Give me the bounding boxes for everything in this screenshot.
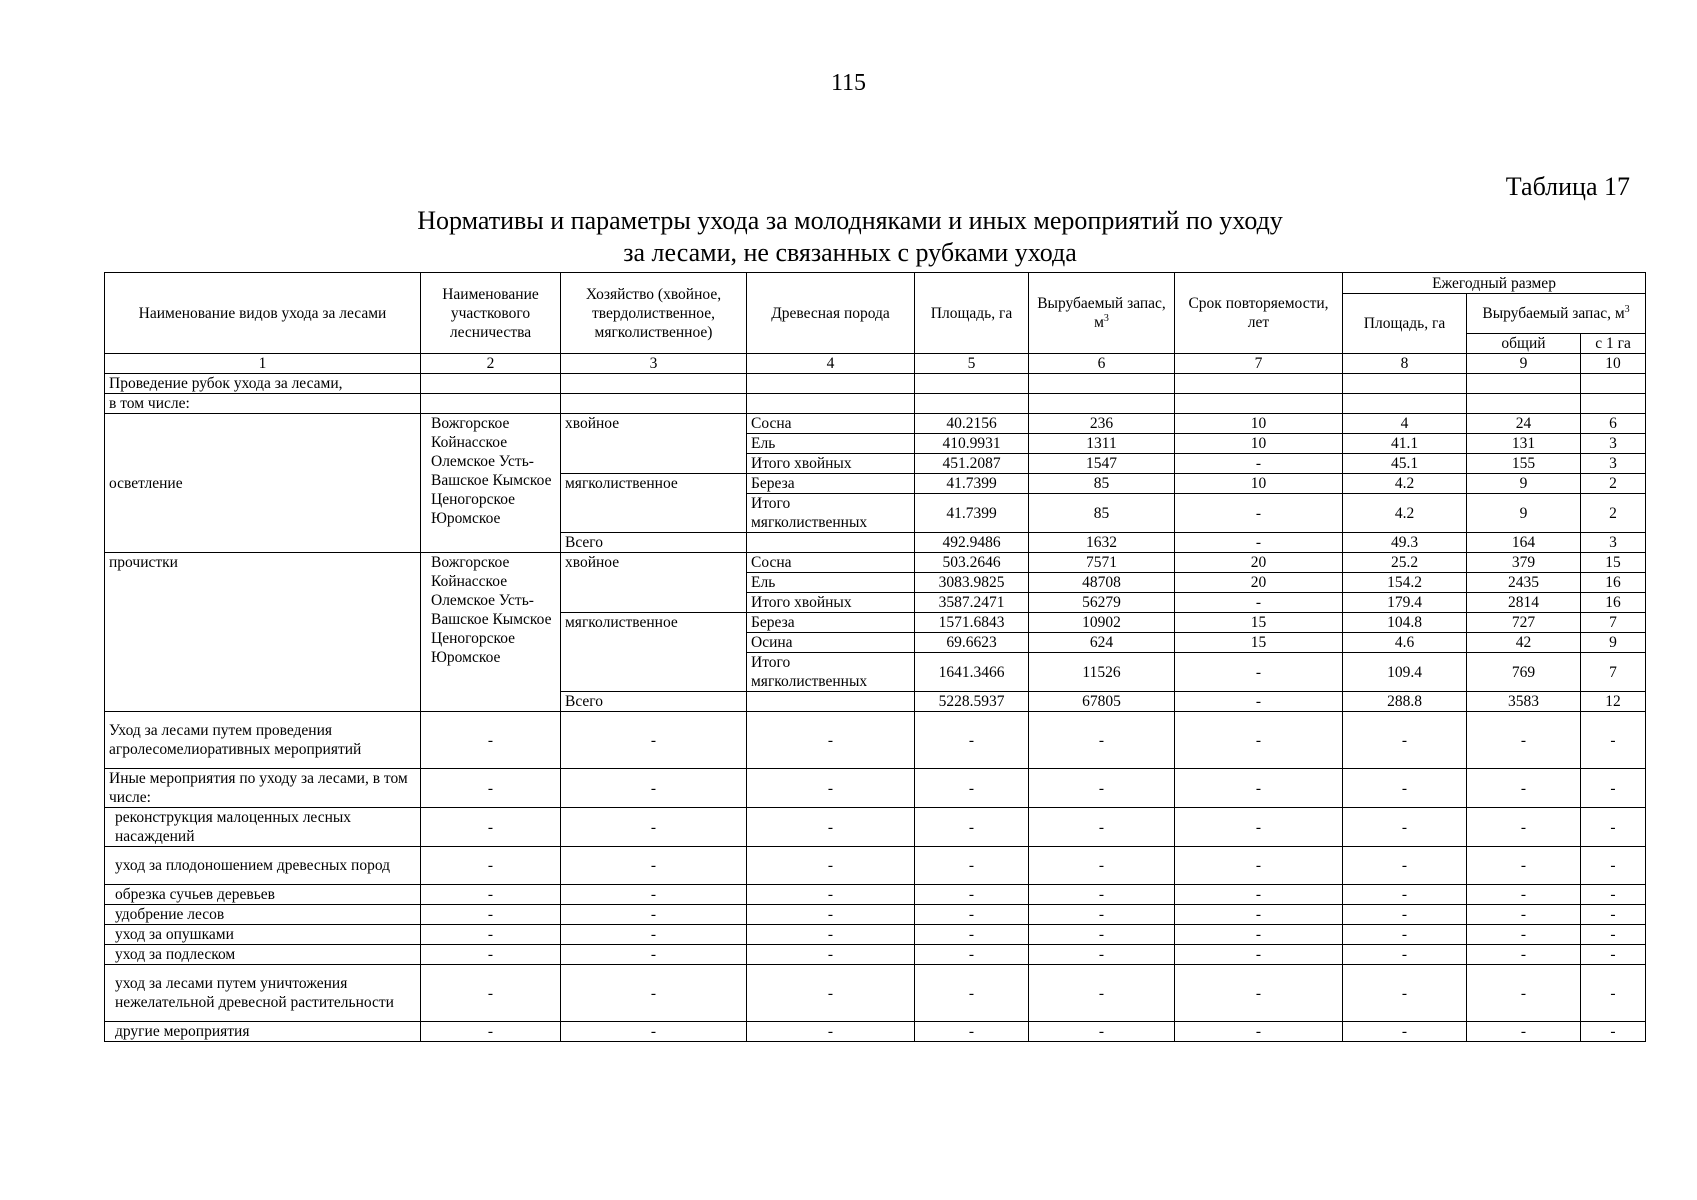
dash-cell: -	[915, 808, 1029, 847]
dash-cell: -	[421, 769, 561, 808]
dash-cell: -	[915, 925, 1029, 945]
annual-area-cell: 288.8	[1343, 692, 1467, 712]
col-number: 10	[1581, 354, 1646, 374]
dash-cell: -	[1581, 1022, 1646, 1042]
species-cell: Итого хвойных	[747, 593, 915, 613]
annual-per-ha-cell: 16	[1581, 573, 1646, 593]
annual-per-ha-cell: 3	[1581, 434, 1646, 454]
annual-area-cell: 25.2	[1343, 553, 1467, 573]
header-col6	[1029, 273, 1175, 354]
dash-cell: -	[1581, 945, 1646, 965]
period-cell: 15	[1175, 633, 1343, 653]
farm-type: мягколиственное	[561, 613, 747, 692]
other-activity-row	[105, 712, 1646, 769]
area-cell: 492.9486	[915, 533, 1029, 553]
dash-cell: -	[1029, 1022, 1175, 1042]
dash-cell: -	[1581, 769, 1646, 808]
annual-total-cell: 24	[1467, 414, 1581, 434]
dash-cell: -	[1581, 712, 1646, 769]
dash-cell: -	[421, 965, 561, 1022]
period-cell: 10	[1175, 434, 1343, 454]
activity-name: Уход за лесами путем проведения агролесомелиоративных мероприятий	[105, 712, 421, 769]
annual-total-cell: 131	[1467, 434, 1581, 454]
period-cell: -	[1175, 494, 1343, 533]
annual-total-cell: 727	[1467, 613, 1581, 633]
annual-per-ha-cell: 16	[1581, 593, 1646, 613]
section-title-line2: в том числе:	[105, 394, 421, 414]
total-label: Всего	[561, 692, 747, 712]
header-col6-sup: 3	[1103, 312, 1109, 324]
dash-cell: -	[421, 808, 561, 847]
header-annual: Ежегодный размер	[1343, 273, 1646, 294]
dash-cell: -	[1029, 905, 1175, 925]
area-cell: 3083.9825	[915, 573, 1029, 593]
forestry-list: Вожгорское Койнасское Олемское Усть-Вашское Кымское Ценогорское Юромское	[421, 553, 561, 712]
dash-cell: -	[747, 712, 915, 769]
annual-area-cell: 154.2	[1343, 573, 1467, 593]
col-number: 6	[1029, 354, 1175, 374]
dash-cell: -	[1581, 885, 1646, 905]
dash-cell: -	[1343, 925, 1467, 945]
dash-cell: -	[561, 905, 747, 925]
annual-area-cell: 4.2	[1343, 494, 1467, 533]
annual-per-ha-cell: 2	[1581, 494, 1646, 533]
area-cell: 451.2087	[915, 454, 1029, 474]
annual-per-ha-cell: 15	[1581, 553, 1646, 573]
dash-cell: -	[1175, 712, 1343, 769]
dash-cell: -	[1175, 945, 1343, 965]
page-number: 115	[830, 70, 867, 96]
other-activity-row	[105, 925, 1646, 945]
farm-type: мягколиственное	[561, 474, 747, 533]
stock-cell: 67805	[1029, 692, 1175, 712]
other-activity-row	[105, 769, 1646, 808]
annual-per-ha-cell: 6	[1581, 414, 1646, 434]
stock-cell: 1547	[1029, 454, 1175, 474]
area-cell: 5228.5937	[915, 692, 1029, 712]
other-activity-row	[105, 885, 1646, 905]
col-number: 8	[1343, 354, 1467, 374]
stock-cell: 10902	[1029, 613, 1175, 633]
dash-cell: -	[747, 885, 915, 905]
dash-cell: -	[1467, 712, 1581, 769]
activity-name: реконструкция малоценных лесных насаждений	[105, 808, 421, 847]
header-col5: Площадь, га	[915, 273, 1029, 354]
dash-cell: -	[1343, 1022, 1467, 1042]
period-cell: -	[1175, 653, 1343, 692]
empty-species-cell	[747, 692, 915, 712]
dash-cell: -	[915, 885, 1029, 905]
header-vyrub-text: Вырубаемый запас, м	[1482, 305, 1625, 322]
dash-cell: -	[1343, 769, 1467, 808]
header-col6-text: Вырубаемый запас, м	[1037, 295, 1166, 331]
stock-cell: 11526	[1029, 653, 1175, 692]
dash-cell: -	[915, 945, 1029, 965]
stock-cell: 1311	[1029, 434, 1175, 454]
annual-per-ha-cell: 7	[1581, 653, 1646, 692]
dash-cell: -	[747, 945, 915, 965]
annual-total-cell: 155	[1467, 454, 1581, 474]
total-label: Всего	[561, 533, 747, 553]
dash-cell: -	[1175, 965, 1343, 1022]
dash-cell: -	[1175, 769, 1343, 808]
activity-name: Иные мероприятия по уходу за лесами, в том числе:	[105, 769, 421, 808]
dash-cell: -	[421, 847, 561, 885]
annual-per-ha-cell: 3	[1581, 533, 1646, 553]
dash-cell: -	[747, 905, 915, 925]
dash-cell: -	[1029, 945, 1175, 965]
other-activity-row	[105, 905, 1646, 925]
col-number: 7	[1175, 354, 1343, 374]
dash-cell: -	[1343, 885, 1467, 905]
col-number: 2	[421, 354, 561, 374]
activity-name: другие мероприятия	[105, 1022, 421, 1042]
dash-cell: -	[1581, 847, 1646, 885]
annual-total-cell: 3583	[1467, 692, 1581, 712]
header-col10: с 1 га	[1581, 334, 1646, 354]
dash-cell: -	[1029, 885, 1175, 905]
table-row	[105, 553, 1646, 573]
dash-cell: -	[915, 905, 1029, 925]
species-cell: Береза	[747, 613, 915, 633]
column-number-row	[105, 354, 1646, 374]
col-number: 1	[105, 354, 421, 374]
dash-cell: -	[1175, 847, 1343, 885]
dash-cell: -	[1467, 847, 1581, 885]
period-cell: 15	[1175, 613, 1343, 633]
dash-cell: -	[561, 925, 747, 945]
dash-cell: -	[1467, 808, 1581, 847]
table-label: Таблица 17	[1505, 172, 1630, 201]
period-cell: 10	[1175, 474, 1343, 494]
dash-cell: -	[561, 965, 747, 1022]
norms-table	[104, 272, 1646, 1042]
dash-cell: -	[1029, 847, 1175, 885]
dash-cell: -	[1343, 808, 1467, 847]
dash-cell: -	[915, 712, 1029, 769]
area-cell: 1641.3466	[915, 653, 1029, 692]
area-cell: 3587.2471	[915, 593, 1029, 613]
header-col9: общий	[1467, 334, 1581, 354]
farm-type: хвойное	[561, 553, 747, 613]
annual-total-cell: 2435	[1467, 573, 1581, 593]
dash-cell: -	[1029, 769, 1175, 808]
other-activity-row	[105, 965, 1646, 1022]
species-cell: Береза	[747, 474, 915, 494]
dash-cell: -	[561, 808, 747, 847]
dash-cell: -	[421, 925, 561, 945]
activity-name: уход за подлеском	[105, 945, 421, 965]
stock-cell: 85	[1029, 474, 1175, 494]
dash-cell: -	[915, 965, 1029, 1022]
activity-name: уход за лесами путем уничтожения нежелательной древесной растительности	[105, 965, 421, 1022]
annual-area-cell: 4	[1343, 414, 1467, 434]
dash-cell: -	[747, 847, 915, 885]
header-col1: Наименование видов ухода за лесами	[105, 273, 421, 354]
area-cell: 1571.6843	[915, 613, 1029, 633]
header-col3: Хозяйство (хвойное, твердолиственное, мягколиственное)	[561, 273, 747, 354]
forestry-list: Вожгорское Койнасское Олемское Усть-Вашское Кымское Ценогорское Юромское	[421, 414, 561, 553]
dash-cell: -	[561, 945, 747, 965]
header-col4: Древесная порода	[747, 273, 915, 354]
annual-per-ha-cell: 7	[1581, 613, 1646, 633]
dash-cell: -	[915, 769, 1029, 808]
area-cell: 41.7399	[915, 494, 1029, 533]
dash-cell: -	[561, 712, 747, 769]
dash-cell: -	[1581, 925, 1646, 945]
dash-cell: -	[1581, 808, 1646, 847]
period-cell: 20	[1175, 553, 1343, 573]
dash-cell: -	[1343, 965, 1467, 1022]
area-cell: 410.9931	[915, 434, 1029, 454]
header-col2: Наименование участкового лесничества	[421, 273, 561, 354]
stock-cell: 7571	[1029, 553, 1175, 573]
dash-cell: -	[1029, 925, 1175, 945]
annual-total-cell: 9	[1467, 494, 1581, 533]
activity-name: уход за плодоношением древесных пород	[105, 847, 421, 885]
activity-name: уход за опушками	[105, 925, 421, 945]
annual-total-cell: 42	[1467, 633, 1581, 653]
dash-cell: -	[1175, 808, 1343, 847]
annual-area-cell: 41.1	[1343, 434, 1467, 454]
dash-cell: -	[747, 965, 915, 1022]
period-cell: -	[1175, 533, 1343, 553]
table-title	[300, 205, 1400, 269]
annual-area-cell: 104.8	[1343, 613, 1467, 633]
annual-total-cell: 769	[1467, 653, 1581, 692]
species-cell: Итого мягколиственных	[747, 494, 915, 533]
species-cell: Осина	[747, 633, 915, 653]
period-cell: 10	[1175, 414, 1343, 434]
dash-cell: -	[1029, 712, 1175, 769]
area-cell: 41.7399	[915, 474, 1029, 494]
dash-cell: -	[1343, 712, 1467, 769]
activity-name: удобрение лесов	[105, 905, 421, 925]
care-type-name: осветление	[105, 414, 421, 553]
stock-cell: 56279	[1029, 593, 1175, 613]
title-line-2: за лесами, не связанных с рубками ухода	[623, 238, 1077, 267]
header-col7: Срок повторяемости, лет	[1175, 273, 1343, 354]
dash-cell: -	[1467, 965, 1581, 1022]
dash-cell: -	[1029, 965, 1175, 1022]
annual-area-cell: 109.4	[1343, 653, 1467, 692]
empty-species-cell	[747, 533, 915, 553]
period-cell: -	[1175, 692, 1343, 712]
annual-total-cell: 9	[1467, 474, 1581, 494]
dash-cell: -	[561, 1022, 747, 1042]
species-cell: Сосна	[747, 414, 915, 434]
species-cell: Ель	[747, 434, 915, 454]
annual-per-ha-cell: 9	[1581, 633, 1646, 653]
stock-cell: 85	[1029, 494, 1175, 533]
col-number: 5	[915, 354, 1029, 374]
dash-cell: -	[421, 712, 561, 769]
annual-per-ha-cell: 2	[1581, 474, 1646, 494]
annual-area-cell: 45.1	[1343, 454, 1467, 474]
dash-cell: -	[1467, 925, 1581, 945]
annual-total-cell: 2814	[1467, 593, 1581, 613]
period-cell: 20	[1175, 573, 1343, 593]
dash-cell: -	[1581, 905, 1646, 925]
dash-cell: -	[747, 808, 915, 847]
species-cell: Сосна	[747, 553, 915, 573]
dash-cell: -	[421, 885, 561, 905]
other-activity-row	[105, 945, 1646, 965]
care-type-name: прочистки	[105, 553, 421, 712]
dash-cell: -	[1175, 885, 1343, 905]
dash-cell: -	[915, 847, 1029, 885]
annual-total-cell: 379	[1467, 553, 1581, 573]
dash-cell: -	[747, 769, 915, 808]
dash-cell: -	[747, 1022, 915, 1042]
header-vyrub-sup: 3	[1624, 303, 1630, 315]
col-number: 3	[561, 354, 747, 374]
dash-cell: -	[1175, 925, 1343, 945]
table-row	[105, 414, 1646, 434]
other-activity-row	[105, 808, 1646, 847]
dash-cell: -	[1467, 885, 1581, 905]
title-line-1: Нормативы и параметры ухода за молодняками и иных мероприятий по уходу	[417, 206, 1283, 235]
activity-name: обрезка сучьев деревьев	[105, 885, 421, 905]
area-cell: 40.2156	[915, 414, 1029, 434]
stock-cell: 624	[1029, 633, 1175, 653]
dash-cell: -	[1343, 847, 1467, 885]
header-col8: Площадь, га	[1343, 294, 1467, 354]
dash-cell: -	[1175, 1022, 1343, 1042]
dash-cell: -	[1343, 945, 1467, 965]
dash-cell: -	[1467, 905, 1581, 925]
stock-cell: 1632	[1029, 533, 1175, 553]
annual-total-cell: 164	[1467, 533, 1581, 553]
section-title-line1: Проведение рубок ухода за лесами,	[105, 374, 421, 394]
species-cell: Ель	[747, 573, 915, 593]
dash-cell: -	[1175, 905, 1343, 925]
dash-cell: -	[1467, 945, 1581, 965]
col-number: 9	[1467, 354, 1581, 374]
dash-cell: -	[1467, 1022, 1581, 1042]
dash-cell: -	[1581, 965, 1646, 1022]
dash-cell: -	[561, 769, 747, 808]
species-cell: Итого хвойных	[747, 454, 915, 474]
period-cell: -	[1175, 593, 1343, 613]
dash-cell: -	[747, 925, 915, 945]
header-vyrub	[1467, 294, 1646, 334]
dash-cell: -	[1467, 769, 1581, 808]
stock-cell: 236	[1029, 414, 1175, 434]
dash-cell: -	[421, 905, 561, 925]
dash-cell: -	[421, 1022, 561, 1042]
annual-area-cell: 4.6	[1343, 633, 1467, 653]
annual-area-cell: 4.2	[1343, 474, 1467, 494]
dash-cell: -	[915, 1022, 1029, 1042]
annual-per-ha-cell: 3	[1581, 454, 1646, 474]
farm-type: хвойное	[561, 414, 747, 474]
dash-cell: -	[561, 847, 747, 885]
dash-cell: -	[1343, 905, 1467, 925]
period-cell: -	[1175, 454, 1343, 474]
annual-area-cell: 49.3	[1343, 533, 1467, 553]
area-cell: 69.6623	[915, 633, 1029, 653]
col-number: 4	[747, 354, 915, 374]
annual-area-cell: 179.4	[1343, 593, 1467, 613]
stock-cell: 48708	[1029, 573, 1175, 593]
area-cell: 503.2646	[915, 553, 1029, 573]
other-activity-row	[105, 847, 1646, 885]
dash-cell: -	[561, 885, 747, 905]
dash-cell: -	[1029, 808, 1175, 847]
annual-per-ha-cell: 12	[1581, 692, 1646, 712]
dash-cell: -	[421, 945, 561, 965]
species-cell: Итого мягколиственных	[747, 653, 915, 692]
other-activity-row	[105, 1022, 1646, 1042]
